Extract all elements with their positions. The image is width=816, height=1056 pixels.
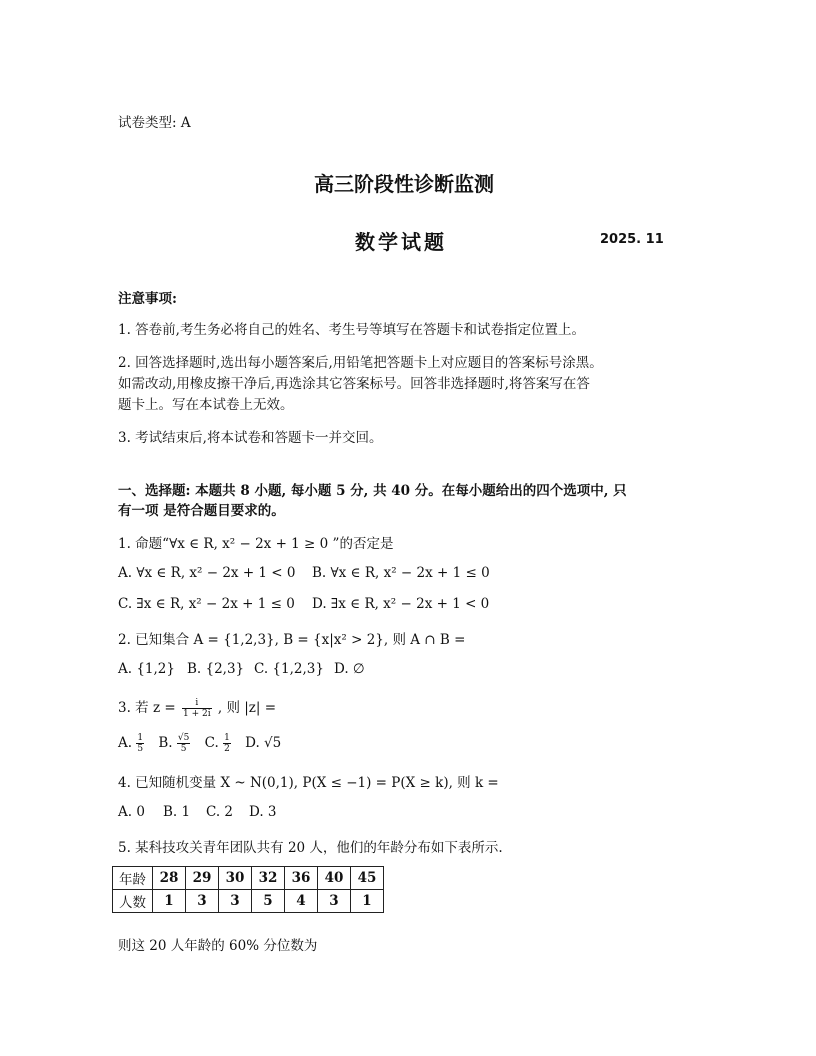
table-cell-age: 29 (186, 867, 219, 890)
question-2-option-d: D. ∅ (334, 661, 365, 677)
table-cell-count: 3 (186, 890, 219, 913)
question-3-option-a-label: A. (118, 735, 133, 751)
question-1-option-d: D. ∃x ∈ R, x² − 2x + 1 < 0 (312, 596, 490, 612)
table-cell-count: 3 (318, 890, 351, 913)
note-item-2-line-2: 如需改动,用橡皮擦干净后,再选涂其它答案标号。回答非选择题时,将答案写在答 (118, 376, 590, 392)
note-item-1: 1. 答卷前,考生务必将自己的姓名、考生号等填写在答题卡和试卷指定位置上。 (118, 322, 585, 338)
question-3-option-a-numerator: 1 (137, 733, 144, 743)
age-distribution-table (112, 866, 384, 913)
question-3-fraction-numerator: i (182, 698, 212, 709)
question-4-option-a: A. 0 (118, 804, 145, 820)
question-2-option-a: A. {1,2} (118, 661, 175, 677)
question-2-option-b: B. {2,3} (187, 661, 245, 677)
question-3-option-a-denominator: 5 (137, 744, 144, 754)
question-3-stem-suffix: , 则 |z| = (217, 700, 277, 716)
question-1-option-c: C. ∃x ∈ R, x² − 2x + 1 ≤ 0 (118, 596, 295, 612)
table-cell-count: 4 (285, 890, 318, 913)
question-4-option-d: D. 3 (249, 804, 277, 820)
question-1-stem: 1. 命题“∀x ∈ R, x² − 2x + 1 ≥ 0 ”的否定是 (118, 536, 394, 552)
question-3-fraction (182, 698, 212, 719)
note-item-2-line-1: 2. 回答选择题时,选出每小题答案后,用铅笔把答题卡上对应题目的答案标号涂黑。 (118, 355, 603, 371)
question-3-option-d: D. √5 (245, 735, 282, 751)
question-4-stem: 4. 已知随机变量 X ~ N(0,1), P(X ≤ −1) = P(X ≥ k), 则 k = (118, 775, 499, 791)
exam-date: 2025. 11 (600, 232, 664, 247)
question-3-option-c-label: C. (204, 735, 219, 751)
question-3-option-b-numerator: √5 (177, 733, 190, 743)
table-cell-age: 30 (219, 867, 252, 890)
table-cell-count: 1 (153, 890, 186, 913)
question-3-stem (118, 696, 276, 719)
question-3-option-c (204, 733, 235, 754)
notes-heading: 注意事项: (118, 291, 177, 307)
question-3-option-a (118, 733, 148, 754)
table-cell-age: 45 (351, 867, 384, 890)
question-3-fraction-denominator: 1 + 2i (182, 709, 211, 719)
question-5-stem: 5. 某科技攻关青年团队共有 20 人，他们的年龄分布如下表所示. (118, 840, 503, 856)
question-3-option-c-denominator: 2 (224, 744, 230, 754)
question-5-question: 则这 20 人年龄的 60% 分位数为 (118, 938, 318, 954)
question-1-option-a: A. ∀x ∈ R, x² − 2x + 1 < 0 (118, 565, 296, 581)
exam-subtitle: 数学试题 (355, 230, 447, 254)
question-3-option-c-fraction (223, 733, 231, 754)
table-header-count: 人数 (113, 890, 153, 913)
question-3-stem-prefix: 3. 若 z = (118, 700, 176, 716)
table-cell-count: 3 (219, 890, 252, 913)
question-3-option-a-fraction (136, 733, 144, 754)
note-item-2-line-3: 题卡上。写在本试卷上无效。 (118, 397, 294, 413)
note-item-3: 3. 考试结束后,将本试卷和答题卡一并交回。 (118, 430, 383, 446)
question-3-options (118, 733, 281, 754)
question-3-option-b-fraction (177, 733, 190, 754)
exam-title: 高三阶段性诊断监测 (314, 172, 494, 196)
table-cell-count: 5 (252, 890, 285, 913)
question-1-option-b: B. ∀x ∈ R, x² − 2x + 1 ≤ 0 (312, 565, 490, 581)
question-4-option-c: C. 2 (206, 804, 234, 820)
question-3-option-b (158, 733, 194, 754)
question-3-option-c-numerator: 1 (224, 733, 230, 743)
question-4-option-b: B. 1 (163, 804, 191, 820)
paper-type: 试卷类型: A (118, 115, 191, 131)
table-row-age (113, 867, 384, 890)
table-cell-age: 36 (285, 867, 318, 890)
section-heading-line-2: 有一项 是符合题目要求的。 (118, 503, 285, 519)
question-2-stem: 2. 已知集合 A = {1,2,3}, B = {x|x² > 2}, 则 A ∩ B = (118, 632, 466, 648)
table-header-age: 年龄 (113, 867, 153, 890)
table-cell-age: 28 (153, 867, 186, 890)
table-row-count (113, 890, 384, 913)
question-3-option-b-label: B. (158, 735, 173, 751)
table-cell-count: 1 (351, 890, 384, 913)
section-heading-line-1: 一、选择题: 本题共 8 小题, 每小题 5 分, 共 40 分。在每小题给出的四个选项中, 只 (118, 483, 627, 499)
table-cell-age: 40 (318, 867, 351, 890)
table-cell-age: 32 (252, 867, 285, 890)
question-3-option-b-denominator: 5 (180, 744, 187, 754)
question-2-option-c: C. {1,2,3} (254, 661, 324, 677)
